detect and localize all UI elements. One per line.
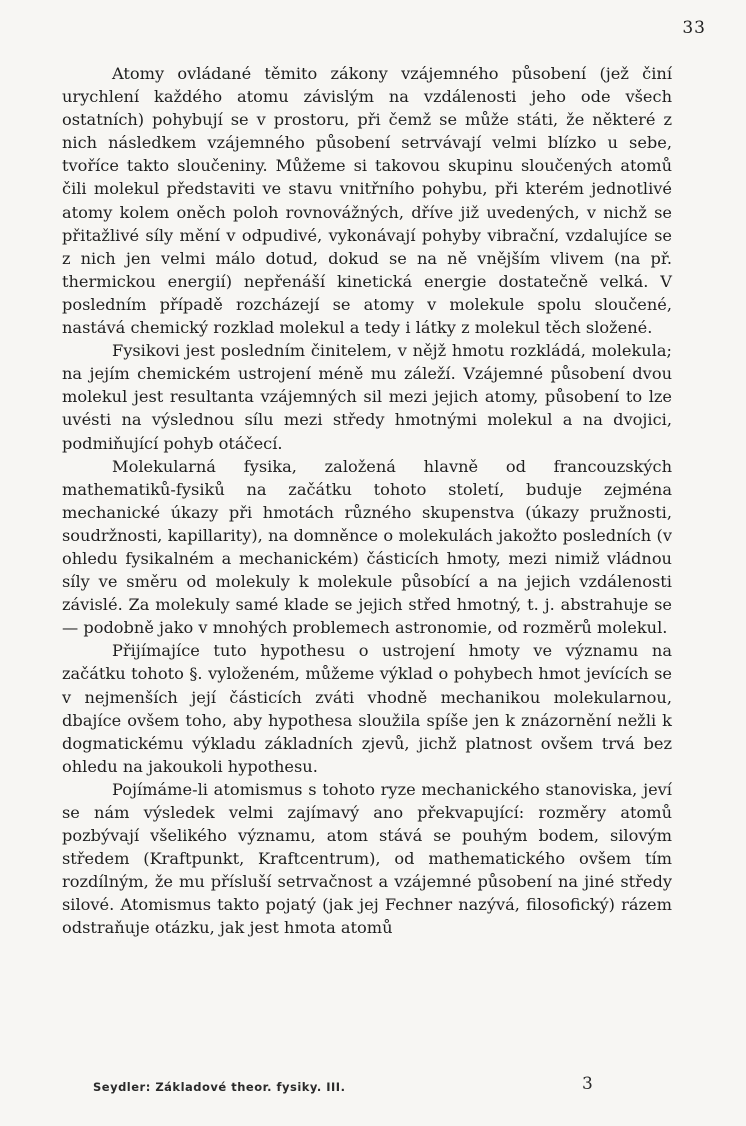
paragraph-4: Přijímajíce tuto hypothesu o ustrojení hmoty ve významu na začátku tohoto §. vyloženém, můžeme výklad o pohybech hmot jevících se v nejmenších její částicích zváti vhodně mechanikou molekularnou, dbajíce ovšem toho, aby hypothesa sloužila spíše jen k znázornění nežli k dogmatickému výkladu základních zjevů, jichž platnost ovšem trvá bez ohledu na jakoukoli hypothesu. [62,641,672,776]
page-footer [0,1074,746,1106]
paragraph-2: Fysikovi jest posledním činitelem, v nějž hmotu rozkládá, molekula; na jejím chemickém ustrojení méně mu záleží. Vzájemné působení dvou molekul jest resultanta vzájemných sil mezi jejich atomy, působení to lze uvésti na výslednou sílu mezi středy hmotnými molekul a na dvojici, podmiňující pohyb otáčecí. [62,341,672,453]
paragraph-3: Molekularná fysika, založená hlavně od francouzských mathematiků-fysiků na začátku tohoto století, buduje zejména mechanické úkazy při hmotách různého skupenstva (úkazy pružnosti, soudržnosti, kapillarity), na domněnce o molekulách jakožto posledních (v ohledu fysikalném a mechanickém) částicích hmoty, mezi nimiž vládnou síly ve směru od molekuly k molekule působící a na jejich vzdálenosti závislé. Za molekuly samé klade se jejich střed hmotný, t. j. abstrahuje se — podobně jako v mnohých problemech astronomie, od rozměrů molekul. [62,456,672,638]
body-text [62,62,672,940]
page-number: 33 [682,18,706,38]
sheet-number: 3 [582,1074,593,1094]
signature-line: Seydler: Základové theor. fysiky. III. [93,1080,346,1094]
paragraph-1: Atomy ovládané těmito zákony vzájemného působení (jež činí urychlení každého atomu závislým na vzdálenosti jeho ode všech ostatních) pohybují se v prostoru, při čemž se může státi, že některé z nich následkem vzájemného působení setrvávají velmi blízko u sebe, tvoříce takto sloučeniny. Můžeme si takovou skupinu sloučených atomů čili molekul představiti ve stavu vnitřního pohybu, při kterém jednotlivé atomy kolem oněch poloh rovnovážných, dříve již uvedených, v nichž se přitažlivé síly mění v odpudivé, vykonávají pohyby vibrační, vzdalujíce se z nich jen velmi málo dotud, dokud se na ně vnějším vlivem (na př. thermickou energií) nepřenáší kinetická energie dostatečně velká. V posledním případě rozcházejí se atomy v molekule spolu sloučené, nastává chemický rozklad molekul a tedy i látky z molekul těch složené. [62,64,672,338]
paragraph-5: Pojímáme-li atomismus s tohoto ryze mechanického stanoviska, jeví se nám výsledek velmi zajímavý ano překvapující: rozměry atomů pozbývají všelikého významu, atom stává se pouhým bodem, silovým středem (Kraftpunkt, Kraftcentrum), od mathematického ovšem tím rozdílným, že mu přísluší setrvačnost a vzájemné působení na jiné středy silové. Atomismus takto pojatý (jak jej Fechner nazývá, filosofický) rázem odstraňuje otázku, jak jest hmota atomů [62,779,672,938]
